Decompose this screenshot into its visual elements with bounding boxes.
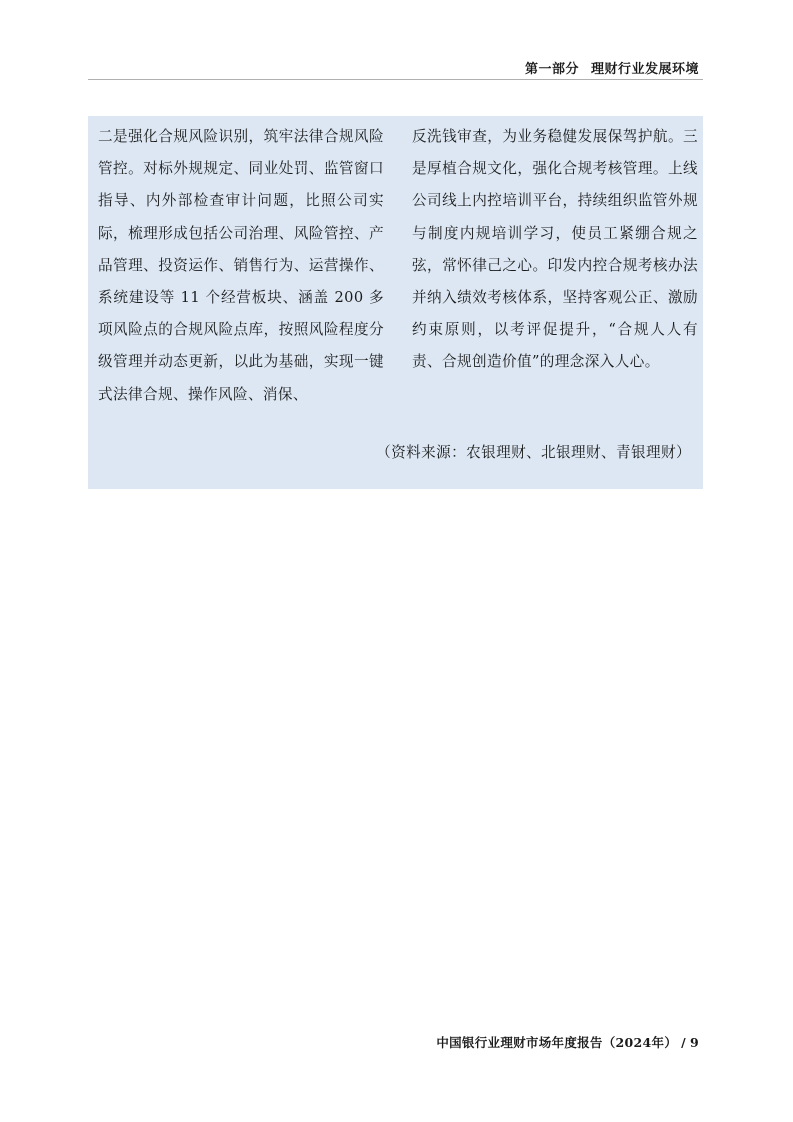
- header-rule: [88, 79, 703, 80]
- box-left-column: 二是强化合规风险识别，筑牢法律合规风险管控。对标外规规定、同业处罚、监管窗口指导、内外部检查审计问题，比照公司实际，梳理形成包括公司治理、风险管控、产品管理、投资运作、销售行为、运营操作、系统建设等 11 个经营板块、涵盖 200 多项风险点的合规风险点库，按照风险程度分级管理并动态更新，以此为基础，实现一键式法律合规、操作风险、消保、: [98, 128, 384, 403]
- running-header: [525, 58, 699, 77]
- case-box: [88, 116, 703, 489]
- footer-separator: /: [681, 1035, 686, 1050]
- footer-report-title: 中国银行业理财市场年度报告（2024年）: [436, 1035, 678, 1050]
- header-title: 理财行业发展环境: [590, 62, 699, 77]
- page-footer: [436, 1033, 699, 1051]
- source-note: （资料来源：农银理财、北银理财、青银理财）: [376, 444, 691, 461]
- page-number: 9: [690, 1035, 699, 1050]
- box-right-column: 反洗钱审查，为业务稳健发展保驾护航。三是厚植合规文化，强化合规考核管理。上线公司线上内控培训平台，持续组织监管外规与制度内规培训学习，使员工紧绷合规之弦，常怀律己之心。印发内控合规考核办法并纳入绩效考核体系，坚持客观公正、激励约束原则，以考评促提升，“合规人人有责、合规创造价值”的理念深入人心。: [412, 128, 698, 371]
- header-section: 第一部分: [524, 62, 579, 77]
